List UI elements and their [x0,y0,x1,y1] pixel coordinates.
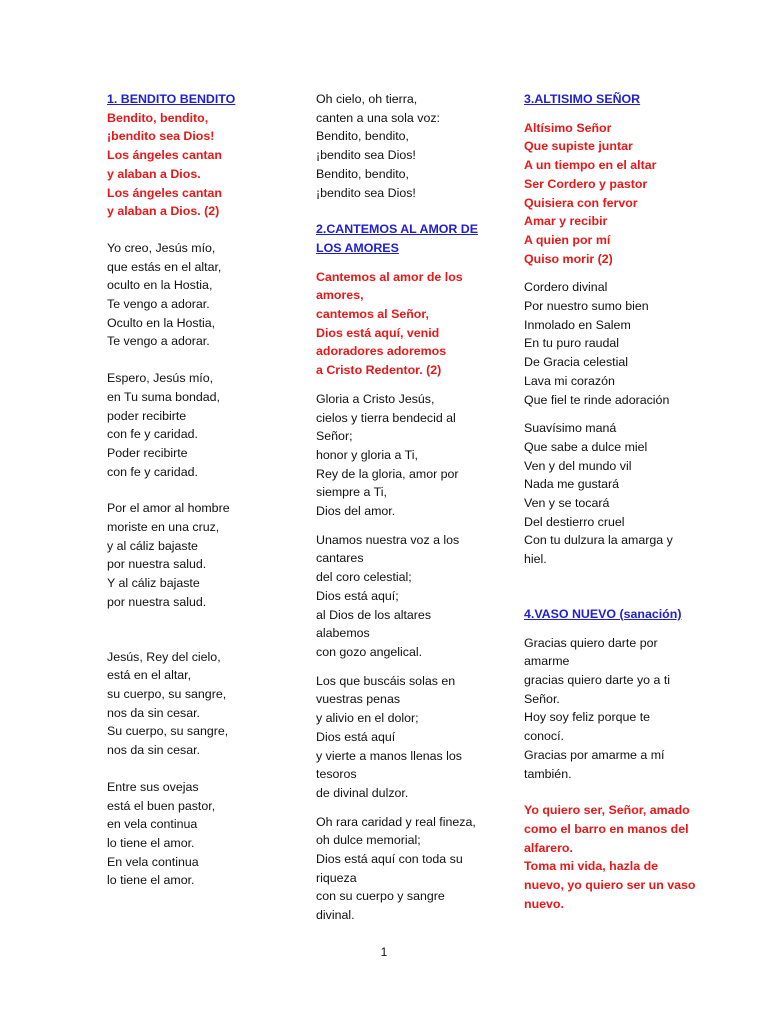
lyric-line: Yo quiero ser, Señor, amado [524,803,690,818]
lyric-line: de divinal dulzor. [316,785,409,800]
lyric-line: y alivio en el dolor; [316,711,419,726]
lyric-line: cantemos al Señor, [316,307,429,322]
lyric-line: Los que buscáis solas en [316,673,456,688]
verse-cordero-divinal [524,278,694,409]
lyric-line: amores, [316,288,364,303]
song-title-bendito: 1. BENDITO BENDITO [107,92,236,106]
lyric-line: Los ángeles cantan [107,185,222,200]
verse-por-el-amor [107,499,267,611]
lyric-line: por nuestra salud. [107,594,207,609]
lyric-line: en Tu suma bondad, [107,389,220,404]
lyric-line: está el buen pastor, [107,798,216,813]
lyric-line: Altísimo Señor [524,120,612,135]
lyric-line: Ser Cordero y pastor [524,176,648,191]
lyric-line: Del destierro cruel [524,514,625,529]
lyric-line: Hoy soy feliz porque te [524,710,651,725]
lyric-line: ¡bendito sea Dios! [316,148,416,163]
lyric-line: Dios está aquí; [316,588,399,603]
lyric-line: nuevo. [524,896,564,911]
lyric-line: ¡bendito sea Dios! [107,129,215,144]
lyric-line: Bendito, bendito, [107,110,209,125]
lyric-line: Ven y del mundo vil [524,458,632,473]
lyric-line: Dios está aquí, venid [316,325,440,340]
lyric-line: Dios del amor. [316,504,396,519]
lyric-line: lo tiene el amor. [107,835,195,850]
verse-gloria [316,390,481,521]
song-title-vaso-nuevo: 4.VASO NUEVO (sanación) [524,606,682,621]
lyric-line: tesoros [316,767,357,782]
column-3 [524,90,694,913]
lyric-line: con su cuerpo y sangre [316,889,445,904]
lyric-line: cantares [316,551,364,566]
lyric-line: Inmolado en Salem [524,317,631,332]
lyric-line: alabemos [316,626,370,641]
lyric-line: que estás en el altar, [107,259,222,274]
lyric-line: su cuerpo, su sangre, [107,686,227,701]
lyric-line: Te vengo a adorar. [107,297,210,312]
verse-unamos [316,531,481,662]
lyric-line: y alaban a Dios. (2) [107,204,220,219]
lyric-line: poder recibirte [107,408,187,423]
lyric-line: Con tu dulzura la amarga y [524,533,673,548]
chorus-bendito [107,109,267,221]
lyric-line: Oh rara caridad y real fineza, [316,814,476,829]
lyric-line: con fe y caridad. [107,464,198,479]
lyric-line: Rey de la gloria, amor por [316,466,459,481]
lyric-line: nuevo, yo quiero ser un vaso [524,878,696,893]
chorus-cantemos [316,268,481,380]
verse-jesus-rey [107,648,267,760]
lyric-line: por nuestra salud. [107,557,207,572]
verse-oh-rara-caridad [316,813,481,925]
lyric-line: Lava mi corazón [524,373,615,388]
lyric-line: Entre sus ovejas [107,779,199,794]
song-title-cantemos [316,220,481,257]
lyric-line: Amar y recibir [524,214,608,229]
lyric-line: Quisiera con fervor [524,195,638,210]
lyric-line: Los ángeles cantan [107,148,222,163]
lyric-line: como el barro en manos del [524,821,689,836]
lyric-line: Cordero divinal [524,280,608,295]
lyric-line: A quien por mí [524,232,611,247]
lyric-line: alfarero. [524,840,573,855]
verse-gracias-quiero [524,634,694,784]
song-title-altisimo: 3.ALTISIMO SEÑOR [524,92,641,106]
page-number: 1 [380,945,388,959]
lyric-line: Toma mi vida, hazla de [524,859,659,874]
lyric-line: Dios está aquí con toda su [316,852,463,867]
lyric-line: Su cuerpo, su sangre, [107,724,229,739]
lyric-line: riqueza [316,870,357,885]
lyric-line: LOS AMORES [316,240,399,255]
lyric-line: en vela continua [107,817,198,832]
lyric-line: y al cáliz bajaste [107,538,198,553]
verse-yo-creo [107,239,267,351]
lyric-line: Señor; [316,429,353,444]
lyric-line: ¡bendito sea Dios! [316,185,416,200]
lyric-line: al Dios de los altares [316,607,432,622]
verse-suavisimo-mana [524,419,694,569]
lyric-line: Gracias por amarme a mí [524,747,665,762]
lyric-line: lo tiene el amor. [107,873,195,888]
lyric-line: oculto en la Hostia, [107,278,213,293]
lyric-line: Bendito, bendito, [316,166,410,181]
lyric-line: Te vengo a adorar. [107,334,210,349]
lyric-line: Gracias quiero darte por [524,635,658,650]
lyric-line: vuestras penas [316,692,401,707]
lyric-line: cielos y tierra bendecid al [316,410,456,425]
lyric-line: En vela continua [107,854,199,869]
column-1 [107,90,267,890]
lyric-line: Cantemos al amor de los [316,269,463,284]
lyric-line: Que fiel te rinde adoración [524,392,670,407]
lyric-line: hiel. [524,552,547,567]
lyric-line: Yo creo, Jesús mío, [107,240,216,255]
lyric-line: oh dulce memorial; [316,833,421,848]
verse-entre-sus-ovejas [107,778,267,890]
lyric-line: De Gracia celestial [524,355,628,370]
lyric-line: Y al cáliz bajaste [107,576,200,591]
lyric-line: también. [524,766,572,781]
lyric-line: Suavísimo maná [524,421,617,436]
lyric-line: Dios está aquí [316,729,396,744]
lyric-line: Poder recibirte [107,445,188,460]
lyric-line: Por el amor al hombre [107,501,230,516]
lyric-line: nos da sin cesar. [107,705,200,720]
lyric-line: siempre a Ti, [316,485,387,500]
chorus-altisimo [524,119,694,269]
lyric-line: Señor. [524,691,560,706]
lyric-line: Espero, Jesús mío, [107,371,214,386]
lyric-line: conocí. [524,729,564,744]
lyric-line: canten a una sola voz: [316,110,440,125]
lyric-line: y alaban a Dios. [107,166,201,181]
lyric-line: Por nuestro sumo bien [524,299,649,314]
lyric-line: Nada me gustará [524,477,620,492]
verse-espero [107,369,267,481]
lyric-line: adoradores adoremos [316,344,447,359]
lyric-line: con gozo angelical. [316,644,423,659]
lyric-line: Oculto en la Hostia, [107,315,216,330]
lyric-line: amarme [524,654,570,669]
lyric-line: honor y gloria a Ti, [316,447,418,462]
lyric-line: Ven y se tocará [524,496,610,511]
column-2 [316,90,481,925]
lyric-line: Gloria a Cristo Jesús, [316,391,435,406]
lyric-line: a Cristo Redentor. (2) [316,363,442,378]
lyric-line: 2.CANTEMOS AL AMOR DE [316,222,479,237]
lyric-line: divinal. [316,908,355,923]
lyric-line: Quiso morir (2) [524,251,613,266]
lyric-line: Que supiste juntar [524,139,633,154]
lyric-line: Que sabe a dulce miel [524,439,648,454]
lyric-line: nos da sin cesar. [107,743,200,758]
chorus-vaso-nuevo [524,801,694,913]
lyric-line: y vierte a manos llenas los [316,748,463,763]
lyric-line: Oh cielo, oh tierra, [316,92,418,106]
lyric-line: con fe y caridad. [107,427,198,442]
verse-los-que-buscais [316,672,481,803]
verse-oh-cielo [316,90,481,202]
lyric-line: está en el altar, [107,668,192,683]
lyric-line: gracias quiero darte yo a ti [524,672,671,687]
lyric-line: A un tiempo en el altar [524,158,657,173]
lyric-line: Jesús, Rey del cielo, [107,649,221,664]
lyric-line: del coro celestial; [316,570,412,585]
lyric-line: Bendito, bendito, [316,129,410,144]
lyric-line: Unamos nuestra voz a los [316,532,460,547]
lyric-line: En tu puro raudal [524,336,620,351]
lyric-line: moriste en una cruz, [107,520,220,535]
